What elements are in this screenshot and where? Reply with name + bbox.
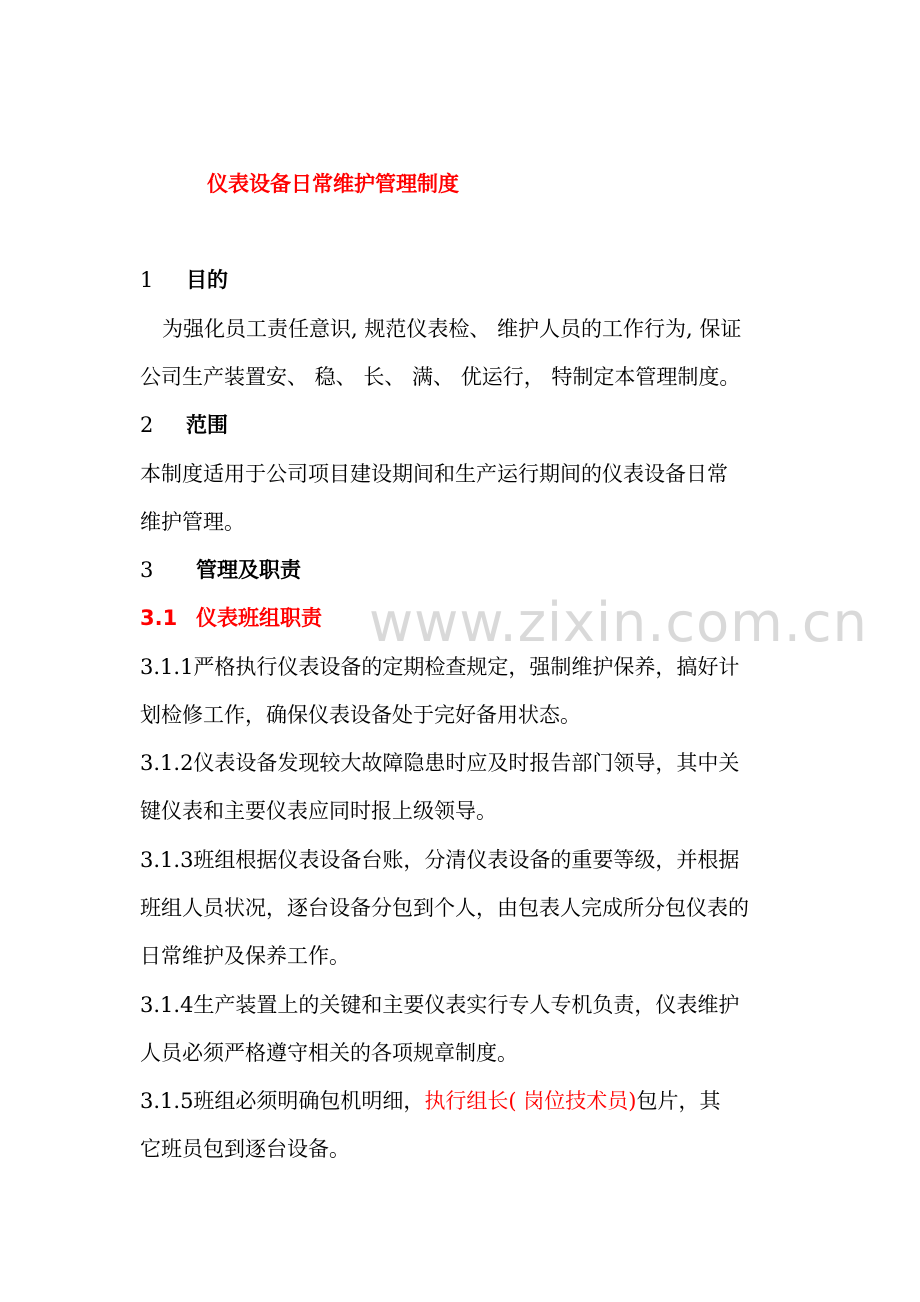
paragraph-line: 划检修工作，确保仪表设备处于完好备用状态。 bbox=[140, 703, 581, 727]
section-title: 目的 bbox=[186, 268, 228, 292]
paragraph-line: 3.1.1严格执行仪表设备的定期检查规定，强制维护保养，搞好计 bbox=[140, 655, 740, 679]
section-number: 3.1 bbox=[140, 606, 178, 630]
section-number: 1 bbox=[140, 268, 154, 292]
paragraph-line: 班组人员状况，逐台设备分包到个人，由包表人完成所分包仪表的 bbox=[140, 896, 749, 920]
section-3-1-heading bbox=[140, 603, 800, 633]
highlighted-role: 执行组长( 岗位技术员) bbox=[424, 1089, 637, 1113]
document-title: 仪表设备日常维护管理制度 bbox=[207, 172, 459, 196]
paragraph-line: 键仪表和主要仪表应同时报上级领导。 bbox=[140, 799, 497, 823]
section-number: 3 bbox=[140, 558, 154, 582]
section-2-heading bbox=[140, 410, 800, 440]
paragraph-line bbox=[140, 1086, 800, 1116]
watermark: www.zixin.com.cn bbox=[369, 591, 868, 654]
section-number: 2 bbox=[140, 413, 154, 437]
paragraph-line: 日常维护及保养工作。 bbox=[140, 944, 350, 968]
item-text: 3.1.5班组必须明确包机明细， bbox=[140, 1089, 425, 1113]
paragraph-line: 本制度适用于公司项目建设期间和生产运行期间的仪表设备日常 bbox=[140, 462, 728, 486]
section-title: 范围 bbox=[186, 413, 228, 437]
paragraph-line: 3.1.3班组根据仪表设备台账，分清仪表设备的重要等级，并根据 bbox=[140, 848, 740, 872]
paragraph-line: 它班员包到逐台设备。 bbox=[140, 1137, 350, 1161]
paragraph-line: 公司生产装置安、 稳、 长、 满、 优运行， 特制定本管理制度。 bbox=[140, 365, 741, 389]
paragraph-line: 维护管理。 bbox=[140, 510, 245, 534]
paragraph-line: 3.1.2仪表设备发现较大故障隐患时应及时报告部门领导，其中关 bbox=[140, 751, 740, 775]
section-3-heading bbox=[140, 555, 800, 585]
paragraph-line: 3.1.4生产装置上的关键和主要仪表实行专人专机负责，仪表维护 bbox=[140, 993, 740, 1017]
paragraph-line: 人员必须严格遵守相关的各项规章制度。 bbox=[140, 1041, 518, 1065]
section-1-heading bbox=[140, 265, 800, 295]
item-text: 包片，其 bbox=[636, 1089, 721, 1113]
section-title: 仪表班组职责 bbox=[196, 606, 322, 630]
paragraph-line: 为强化员工责任意识, 规范仪表检、 维护人员的工作行为, 保证 bbox=[162, 317, 742, 341]
section-title: 管理及职责 bbox=[196, 558, 301, 582]
